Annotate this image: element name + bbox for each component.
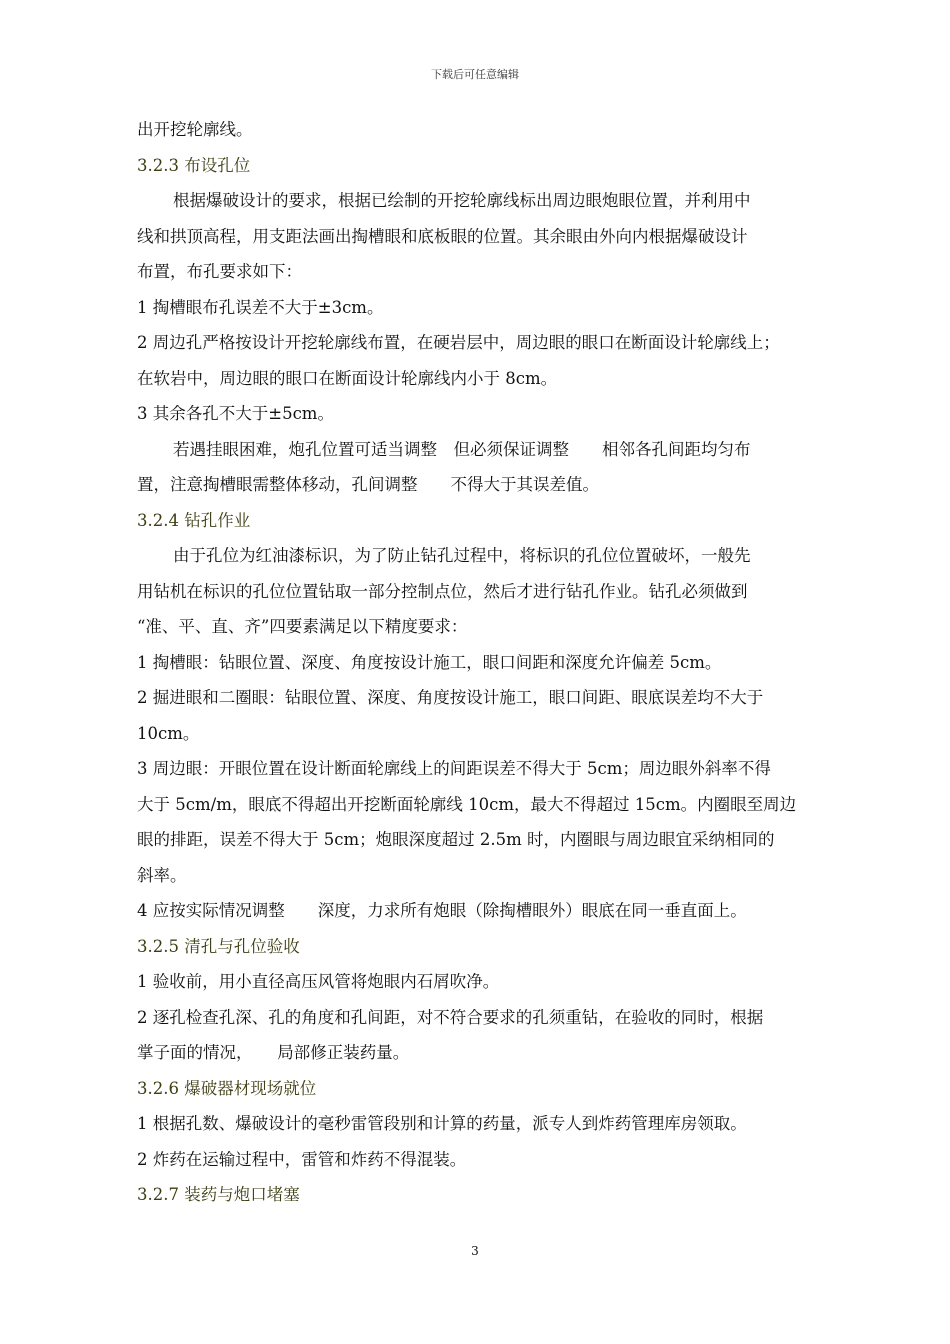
paragraph-line: 大于 5cm/m，眼底不得超出开挖断面轮廓线 10cm，最大不得超过 15cm。内圈眼至周边 — [137, 794, 797, 814]
paragraph-line: 斜率。 — [137, 865, 187, 885]
paragraph-line: 2 掘进眼和二圈眼：钻眼位置、深度、角度按设计施工，眼口间距、眼底误差均不大于 — [137, 688, 764, 707]
paragraph-line: 布置，布孔要求如下： — [137, 262, 302, 281]
paragraph-line: 置，注意掏槽眼需整体移动，孔间调整 不得大于其误差值。 — [137, 475, 599, 494]
paragraph-line: 2 周边孔严格按设计开挖轮廓线布置，在硬岩层中，周边眼的眼口在断面设计轮廓线上； — [137, 333, 780, 352]
paragraph-line: 掌子面的情况， 局部修正装药量。 — [137, 1043, 410, 1062]
section-heading: 3.2.4 钻孔作业 — [137, 510, 251, 530]
paragraph-line: 3 周边眼：开眼位置在设计断面轮廓线上的间距误差不得大于 5cm；周边眼外斜率不得 — [137, 759, 771, 778]
paragraph-line: “准、平、直、齐”四要素满足以下精度要求： — [137, 617, 468, 636]
paragraph-line: 3 其余各孔不大于±5cm。 — [137, 404, 334, 423]
page-header: 下载后可任意编辑 — [431, 68, 519, 81]
document-body — [137, 112, 872, 1213]
paragraph-line: 10cm。 — [137, 723, 200, 743]
paragraph-line: 1 根据孔数、爆破设计的毫秒雷管段别和计算的药量，派专人到炸药管理库房领取。 — [137, 1114, 747, 1133]
paragraph-line: 1 验收前，用小直径高压风管将炮眼内石屑吹净。 — [137, 972, 500, 991]
section-heading: 3.2.3 布设孔位 — [137, 155, 251, 175]
paragraph-line: 线和拱顶高程，用支距法画出掏槽眼和底板眼的位置。其余眼由外向内根据爆破设计 — [137, 226, 748, 246]
paragraph-line: 1 掏槽眼：钻眼位置、深度、角度按设计施工，眼口间距和深度允许偏差 5cm。 — [137, 652, 722, 672]
section-heading: 3.2.5 清孔与孔位验收 — [137, 936, 300, 956]
paragraph-line: 在软岩中，周边眼的眼口在断面设计轮廓线内小于 8cm。 — [137, 368, 558, 388]
paragraph-line: 1 掏槽眼布孔误差不大于±3cm。 — [137, 297, 384, 317]
paragraph-line: 4 应按实际情况调整 深度，力求所有炮眼（除掏槽眼外）眼底在同一垂直面上。 — [137, 901, 747, 920]
section-heading: 3.2.6 爆破器材现场就位 — [137, 1078, 317, 1098]
paragraph-line: 2 逐孔检查孔深、孔的角度和孔间距，对不符合要求的孔须重钻，在验收的同时，根据 — [137, 1007, 764, 1027]
paragraph-line: 眼的排距，误差不得大于 5cm；炮眼深度超过 2.5m 时，内圈眼与周边眼宜采纳相同的 — [137, 830, 775, 849]
paragraph-line: 2 炸药在运输过程中，雷管和炸药不得混装。 — [137, 1149, 467, 1169]
paragraph-line: 用钻机在标识的孔位位置钻取一部分控制点位，然后才进行钻孔作业。钻孔必须做到 — [137, 581, 748, 601]
paragraph-line: 由于孔位为红油漆标识，为了防止钻孔过程中，将标识的孔位位置破坏，一般先 — [173, 546, 751, 565]
section-heading: 3.2.7 装药与炮口堵塞 — [137, 1185, 300, 1204]
page-number: 3 — [471, 1244, 479, 1258]
paragraph-line: 根据爆破设计的要求，根据已绘制的开挖轮廓线标出周边眼炮眼位置，并利用中 — [173, 191, 751, 210]
paragraph-line: 若遇挂眼困难，炮孔位置可适当调整 但必须保证调整 相邻各孔间距均匀布 — [173, 439, 751, 459]
paragraph-line: 出开挖轮廓线。 — [137, 120, 253, 139]
